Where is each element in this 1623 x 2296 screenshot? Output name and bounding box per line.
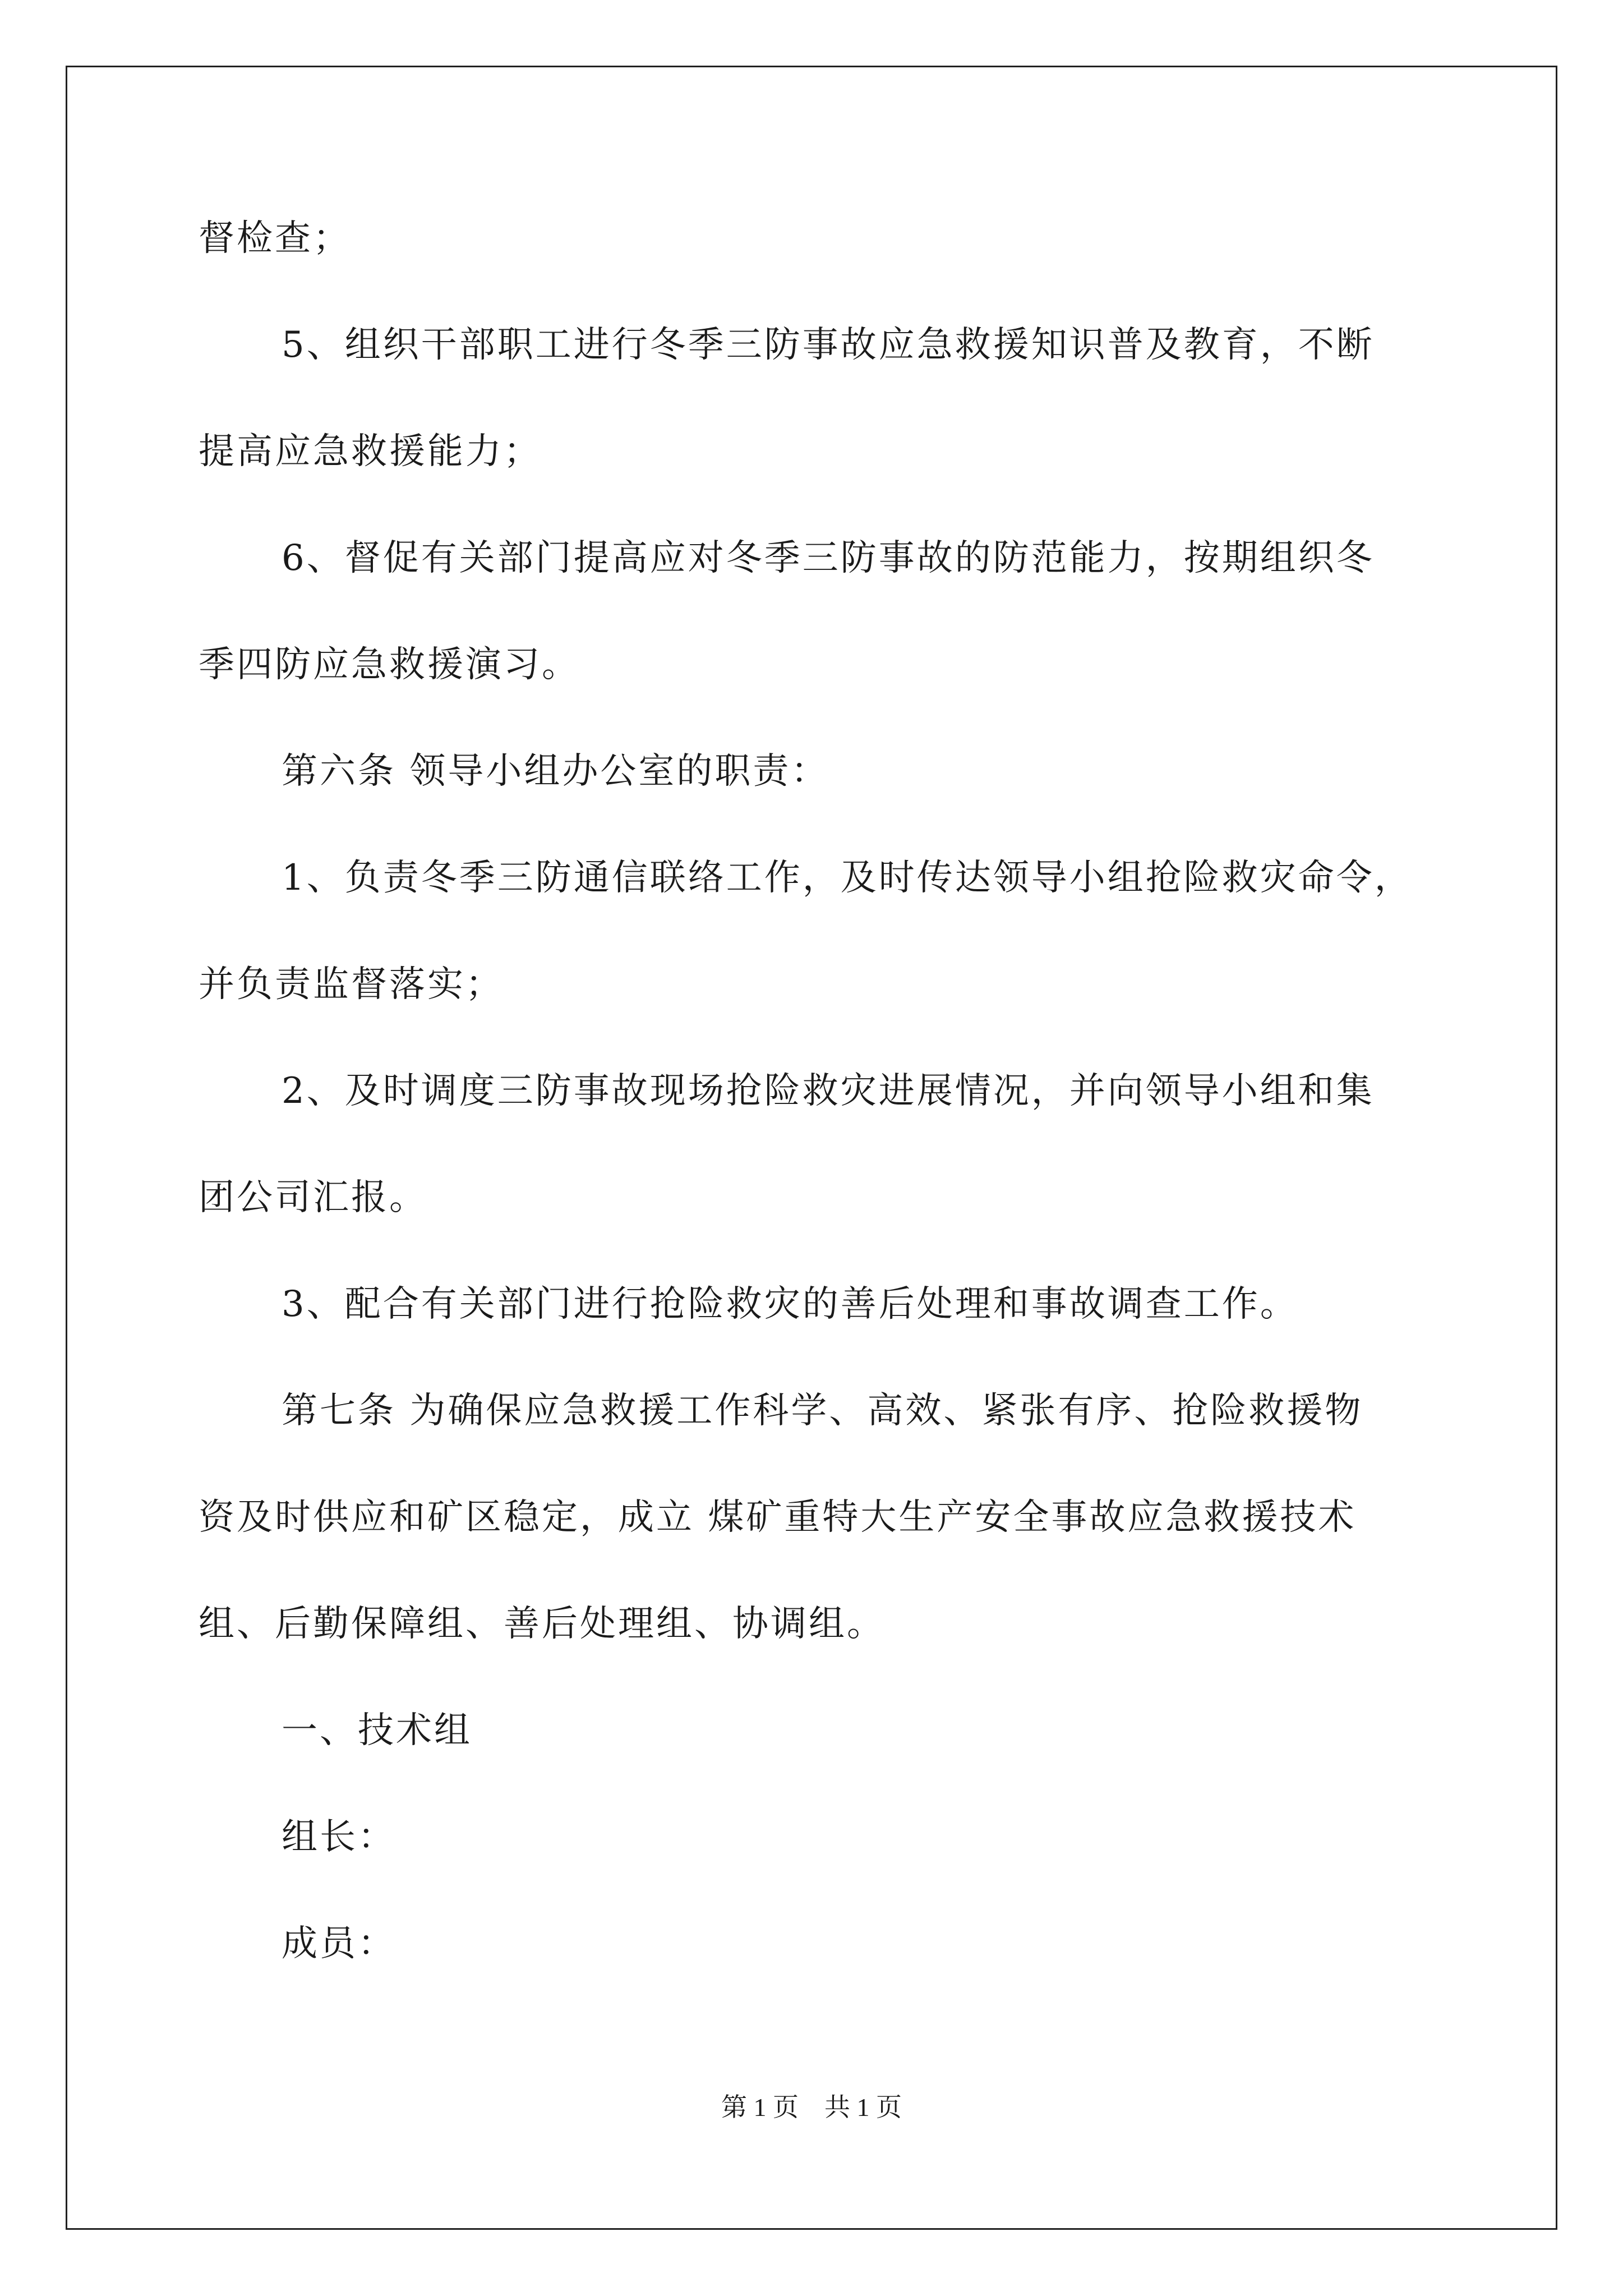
text-line: 组、后勤保障组、善后处理组、协调组。 bbox=[199, 1603, 885, 1645]
paragraph-item-5: 5、组织干部职工进行冬季三防事故应急救援知识普及教育，不断 bbox=[282, 324, 1375, 366]
text-line: 提高应急救援能力； bbox=[199, 431, 542, 472]
text-line: 并负责监督落实； bbox=[199, 964, 504, 1005]
text-line: 督检查； bbox=[199, 218, 351, 259]
section-heading-tech-group: 一、技术组 bbox=[282, 1710, 472, 1751]
page-border bbox=[66, 66, 1557, 2230]
paragraph-item-6: 6、督促有关部门提高应对冬季三防事故的防范能力，按期组织冬 bbox=[282, 537, 1375, 579]
paragraph-item-1: 1、负责冬季三防通信联络工作，及时传达领导小组抢险救灾命令， bbox=[282, 857, 1413, 899]
group-leader-label: 组长： bbox=[282, 1816, 396, 1858]
paragraph-item-2: 2、及时调度三防事故现场抢险救灾进展情况，并向领导小组和集 bbox=[282, 1070, 1375, 1112]
article-heading-7: 第七条 为确保应急救援工作科学、高效、紧张有序、抢险救援物 bbox=[282, 1390, 1363, 1432]
group-members-label: 成员： bbox=[282, 1923, 396, 1964]
page-footer bbox=[0, 2091, 1623, 2124]
page-number: 第 1 页 共 1 页 bbox=[721, 2093, 902, 2122]
article-heading-6: 第六条 领导小组办公室的职责： bbox=[282, 751, 829, 792]
text-line: 季四防应急救援演习。 bbox=[199, 644, 580, 685]
paragraph-item-3: 3、配合有关部门进行抢险救灾的善后处理和事故调查工作。 bbox=[282, 1283, 1298, 1325]
text-line: 资及时供应和矿区稳定，成立 煤矿重特大生产安全事故应急救援技术 bbox=[199, 1497, 1357, 1538]
text-line: 团公司汇报。 bbox=[199, 1177, 427, 1218]
